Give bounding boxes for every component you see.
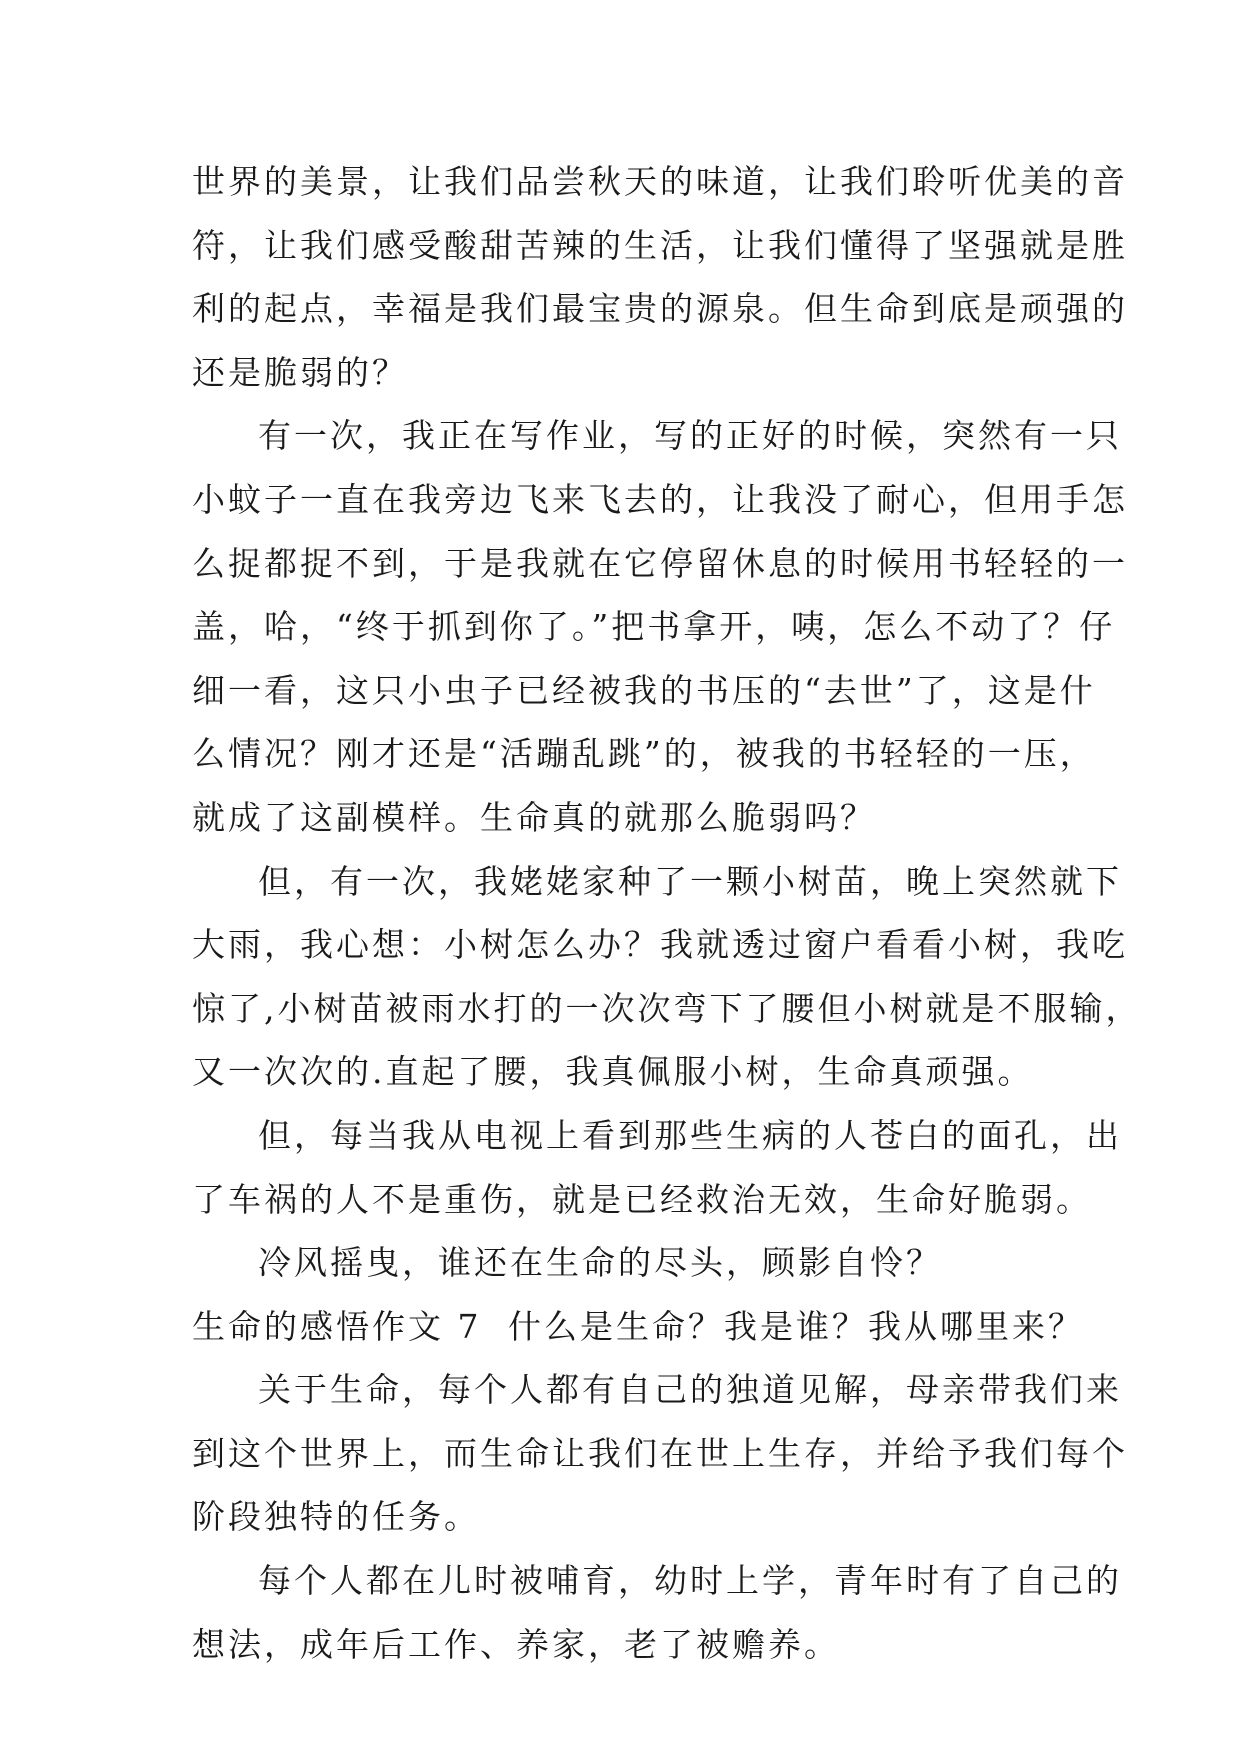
text-line: 关于生命，每个人都有自己的独道见解，母亲带我们来 xyxy=(258,1370,1122,1410)
text-line: 有一次，我正在写作业，写的正好的时候，突然有一只 xyxy=(258,416,1122,456)
document-body xyxy=(192,150,1142,1676)
text-line: 大雨，我心想：小树怎么办？我就透过窗户看看小树，我吃 xyxy=(192,925,1128,965)
text-line: 符，让我们感受酸甜苦辣的生活，让我们懂得了坚强就是胜 xyxy=(192,225,1128,265)
text-line: 还是脆弱的？ xyxy=(192,352,408,392)
section-title: 生命的感悟作文 7 xyxy=(192,1306,482,1346)
text-line: 利的起点，幸福是我们最宝贵的源泉。但生命到底是顽强的 xyxy=(192,289,1128,329)
text-line: 了车祸的人不是重伤，就是已经救治无效，生命好脆弱。 xyxy=(192,1179,1092,1219)
text-line: 但，每当我从电视上看到那些生病的人苍白的面孔，出 xyxy=(258,1115,1122,1155)
text-line: 世界的美景，让我们品尝秋天的味道，让我们聆听优美的音 xyxy=(192,162,1128,201)
text-line: 惊了,小树苗被雨水打的一次次弯下了腰但小树就是不服输， xyxy=(192,988,1142,1028)
text-line: 么捉都捉不到，于是我就在它停留休息的时候用书轻轻的一 xyxy=(192,543,1128,583)
text-line: 每个人都在儿时被哺育，幼时上学，青年时有了自己的 xyxy=(258,1561,1122,1601)
text-line: 盖，哈，“终于抓到你了。”把书拿开，咦，怎么不动了？仔 xyxy=(192,607,1116,647)
text-line: 冷风摇曳，谁还在生命的尽头，顾影自怜？ xyxy=(258,1243,942,1283)
text-line: 细一看，这只小虫子已经被我的书压的“去世”了，这是什 xyxy=(192,670,1096,710)
text-line: 又一次次的.直起了腰，我真佩服小树，生命真顽强。 xyxy=(192,1052,1034,1092)
section-heading-line xyxy=(192,1295,1084,1359)
text-line: 么情况？刚才还是“活蹦乱跳”的，被我的书轻轻的一压， xyxy=(192,734,1096,774)
text-line: 阶段独特的任务。 xyxy=(192,1497,480,1537)
text-line: 到这个世界上，而生命让我们在世上生存，并给予我们每个 xyxy=(192,1433,1128,1473)
section-first-line: 什么是生命？我是谁？我从哪里来？ xyxy=(508,1306,1084,1346)
text-line: 小蚊子一直在我旁边飞来飞去的，让我没了耐心，但用手怎 xyxy=(192,479,1128,519)
text-line: 就成了这副模样。生命真的就那么脆弱吗？ xyxy=(192,797,876,837)
text-line: 但，有一次，我姥姥家种了一颗小树苗，晚上突然就下 xyxy=(258,861,1122,901)
text-line: 想法，成年后工作、养家，老了被赡养。 xyxy=(192,1624,840,1664)
